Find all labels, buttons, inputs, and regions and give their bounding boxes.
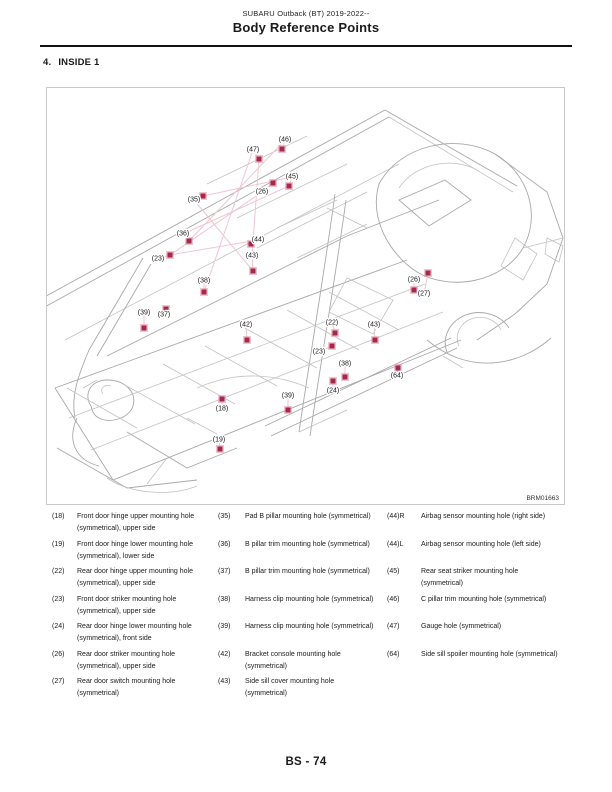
callout-35-leader [194, 200, 253, 271]
callout-38-label: (38) [338, 360, 352, 368]
callout-27-label: (27) [417, 290, 431, 298]
callout-27-marker [426, 271, 431, 276]
legend-entry-text: Front door striker mounting hole (symmetrical), upper side [77, 595, 177, 615]
legend-entry-number: (43) [218, 678, 231, 685]
legend-entry [52, 566, 218, 590]
doc-model-line: SUBARU Outback (BT) 2019-2022-- [242, 9, 370, 18]
legend-entry [218, 566, 387, 590]
callout-46-label: (46) [278, 136, 292, 144]
legend-entry-text: Airbag sensor mounting hole (left side) [421, 540, 541, 548]
page-header [0, 9, 612, 35]
callout-35-label: (35) [187, 196, 201, 204]
callout-64-label: (64) [390, 372, 404, 380]
callout-22-marker [333, 331, 338, 336]
callout-26-label: (26) [407, 276, 421, 284]
legend-column-3 [387, 511, 574, 704]
legend-entry-number: (24) [52, 623, 65, 630]
legend-entry-text: Airbag sensor mounting hole (right side) [421, 513, 546, 520]
callout-labels [138, 137, 430, 444]
callout-26-marker [412, 288, 417, 293]
header-rule [40, 45, 572, 47]
legend-entry-number: (36) [218, 540, 231, 548]
callout-47-marker [257, 157, 262, 162]
callout-36-leader [183, 186, 289, 234]
callout-39-marker [142, 326, 147, 331]
callout-24-marker [331, 379, 336, 384]
callout-64-marker [396, 366, 401, 371]
legend-entry-number: (46) [387, 595, 400, 603]
legend-entry [387, 594, 574, 618]
legend-entry-text: Rear door hinge lower mounting hole (symmetrical), front side [77, 623, 192, 642]
legend-entry-number: (39) [218, 623, 231, 630]
legend-entry-number: (64) [387, 650, 400, 658]
legend-entry-text: Bracket console mounting hole (symmetrical) [245, 650, 341, 670]
legend-entry-text: Gauge hole (symmetrical) [421, 623, 502, 630]
legend-entry [387, 649, 574, 673]
callout-38-label: (38) [197, 277, 211, 285]
legend-entry-number: (42) [218, 650, 231, 658]
legend-entry [218, 539, 387, 563]
legend-column-2 [218, 511, 387, 704]
legend-entry-number: (26) [52, 650, 65, 658]
legend-entry [52, 621, 218, 645]
legend-entry-text: Harness clip mounting hole (symmetrical) [245, 595, 374, 603]
callout-26-marker [271, 181, 276, 186]
callout-42-marker [245, 338, 250, 343]
callout-43-marker [251, 269, 256, 274]
legend-entry [52, 594, 218, 618]
legend-entry [218, 621, 387, 645]
legend-entry [387, 511, 574, 535]
legend-entry-text: Harness clip mounting hole (symmetrical) [245, 623, 374, 630]
legend-entry [218, 594, 387, 618]
callout-39-label: (39) [281, 392, 295, 400]
legend-entry-number: (19) [52, 540, 65, 548]
legend-entry-text: C pillar trim mounting hole (symmetrical) [421, 595, 547, 603]
legend-entry-number: (47) [387, 623, 400, 630]
legend-entry-text: Rear door hinge upper mounting hole (symmetrical), upper side [77, 568, 193, 587]
legend-entry-number: (38) [218, 595, 231, 603]
legend-entry [52, 649, 218, 673]
callout-18-marker [220, 397, 225, 402]
legend-entry [52, 676, 218, 700]
legend-entry-text: Rear seat striker mounting hole (symmetrical) [421, 568, 519, 587]
legend-entry-number: (27) [52, 678, 65, 685]
legend-entry-number: (37) [218, 568, 231, 575]
callout-markers [137, 145, 432, 453]
callout-19-marker [218, 447, 223, 452]
callout-43-label: (43) [245, 252, 259, 260]
legend-entry-number: (44)L [387, 540, 404, 548]
callout-46-leader [189, 140, 285, 241]
callout-22-label: (22) [325, 319, 339, 327]
legend-entry [387, 566, 574, 590]
callout-43-marker [373, 338, 378, 343]
callout-39-marker [286, 408, 291, 413]
callout-44-label: (44) [251, 236, 265, 244]
legend-column-1 [52, 511, 218, 704]
callout-23-marker [168, 253, 173, 258]
legend-entry-number: (23) [52, 595, 65, 603]
callout-23-label: (23) [312, 348, 326, 356]
figure-inside-1 [46, 87, 565, 505]
legend-entry-number: (22) [52, 568, 65, 575]
doc-title: Body Reference Points [232, 20, 380, 35]
callout-18-label: (18) [215, 405, 229, 413]
callout-47-label: (47) [246, 146, 260, 154]
callout-24-label: (24) [326, 387, 340, 395]
legend-entry [387, 539, 574, 563]
callout-19-label: (19) [212, 436, 226, 444]
callout-42-label: (42) [239, 321, 253, 329]
callout-43-label: (43) [367, 321, 381, 329]
section-title: INSIDE 1 [58, 57, 100, 68]
legend-entry-text: Front door hinge upper mounting hole (symmetrical), upper side [77, 513, 195, 532]
legend-entry-text: Front door hinge lower mounting hole (symmetrical), lower side [77, 540, 193, 560]
section-heading [43, 57, 100, 68]
legend-entry-number: (45) [387, 568, 400, 575]
legend-entry-number: (44)R [387, 513, 405, 520]
callout-38-marker [202, 290, 207, 295]
callout-37-label: (37) [157, 311, 171, 319]
legend-entry [218, 649, 387, 673]
legend-entry-text: Side sill spoiler mounting hole (symmetrical) [421, 650, 558, 658]
reference-point-legend [52, 511, 574, 704]
legend-entry-text: Side sill cover mounting hole (symmetrical) [245, 678, 335, 697]
legend-entry-text: Rear door striker mounting hole (symmetrical), upper side [77, 650, 176, 670]
legend-entry [387, 621, 574, 645]
figure-id: BRM01663 [526, 495, 559, 502]
callout-26-label: (26) [255, 188, 269, 196]
callout-23-marker [330, 344, 335, 349]
callout-45-marker [287, 184, 292, 189]
legend-entry-number: (35) [218, 513, 231, 520]
legend-entry-text: B pillar trim mounting hole (symmetrical) [245, 540, 370, 548]
legend-entry-number: (18) [52, 513, 65, 520]
callout-39-label: (39) [137, 309, 151, 317]
callout-23-label: (23) [151, 255, 165, 263]
legend-entry [52, 539, 218, 563]
page-number: BS - 74 [285, 756, 327, 768]
legend-entry-text: Pad B pillar mounting hole (symmetrical) [245, 513, 371, 520]
callout-36-label: (36) [176, 230, 190, 238]
legend-entry-text: Rear door switch mounting hole (symmetrical) [77, 678, 176, 697]
callout-35-marker [201, 194, 206, 199]
section-number: 4. [43, 57, 52, 68]
body-diagram [47, 88, 564, 493]
callout-36-marker [187, 239, 192, 244]
legend-entry-text: B pillar trim mounting hole (symmetrical) [245, 568, 370, 575]
legend-entry [52, 511, 218, 535]
callout-45-label: (45) [285, 173, 299, 181]
callout-38-marker [343, 375, 348, 380]
callout-46-marker [280, 147, 285, 152]
legend-entry [218, 676, 387, 700]
legend-entry [218, 511, 387, 535]
car-body-wireframe [47, 110, 563, 492]
